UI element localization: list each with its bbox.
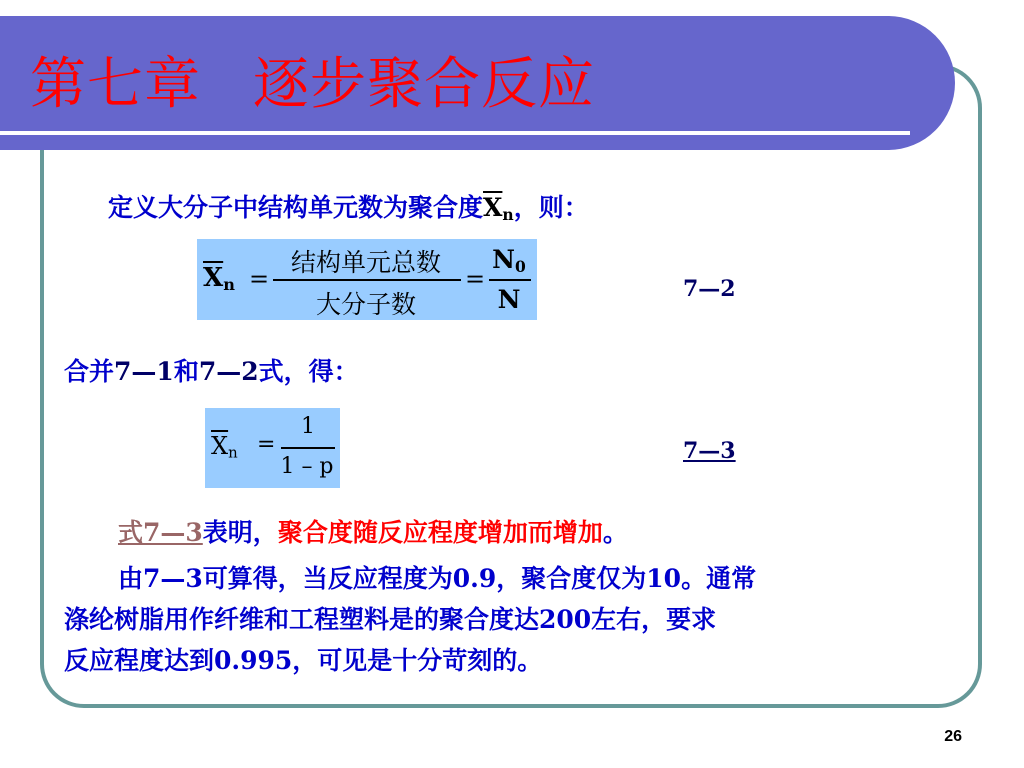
eq72-equals-2: = [465, 265, 486, 293]
equation-7-3 [205, 408, 340, 488]
title-underline [0, 131, 910, 135]
highlight-text: 聚合度随反应程度增加而增加 [277, 518, 603, 547]
eq72-numerator: 结构单元总数 [290, 248, 441, 277]
definition-line [108, 188, 589, 224]
eq72-numerator-2: $N_0$ [492, 245, 526, 276]
slide-title [30, 40, 595, 120]
definition-lead: 定义大分子中结构单元数为聚合度 [108, 193, 484, 222]
eq73-denominator: 1 – p [280, 454, 334, 479]
paragraph-line-2: 涤纶树脂用作纤维和工程塑料是的聚合度达200左右，要求 [64, 605, 717, 634]
eq72-fraction-bar [273, 279, 461, 281]
combine-line: 合并7—1和7—2式，得： [64, 357, 359, 386]
conclusion-line: 式7—3表明，聚合度随反应程度增加而增加。 [118, 518, 628, 547]
eq72-label: 7—2 [683, 276, 736, 302]
eq73-numerator: 1 [301, 414, 315, 439]
eq73-fraction-bar [281, 447, 335, 449]
paragraph-line-3: 反应程度达到0.995，可见是十分苛刻的。 [64, 646, 543, 675]
eq72-denominator: 大分子数 [315, 290, 416, 319]
page-number: 26 [944, 728, 962, 745]
eq73-label[interactable]: 7—3 [683, 438, 736, 464]
equation-7-2 [197, 239, 537, 320]
eq72-denominator-2: N [497, 285, 521, 314]
title-topic: 逐步聚合反应 [253, 52, 595, 117]
eq72-equals: = [249, 265, 270, 293]
title-chapter: 第七章 [30, 52, 201, 117]
eq73-equals: = [257, 432, 276, 457]
eq72-fraction-bar-2 [489, 279, 531, 281]
definition-symbol: $\overline{X}$ [483, 193, 503, 222]
eq72-lhs: $\overline{X}_n$ [203, 263, 235, 295]
definition-tail: ，则： [513, 193, 589, 222]
definition-symbol-sub: n [502, 204, 514, 224]
eq73-reference-link[interactable]: 式7—3 [118, 518, 203, 547]
paragraph-line-1: 由7—3可算得，当反应程度为0.9，聚合度仅为10。通常 [118, 564, 757, 593]
eq73-lhs: $\overline{X}_n$ [211, 432, 238, 462]
